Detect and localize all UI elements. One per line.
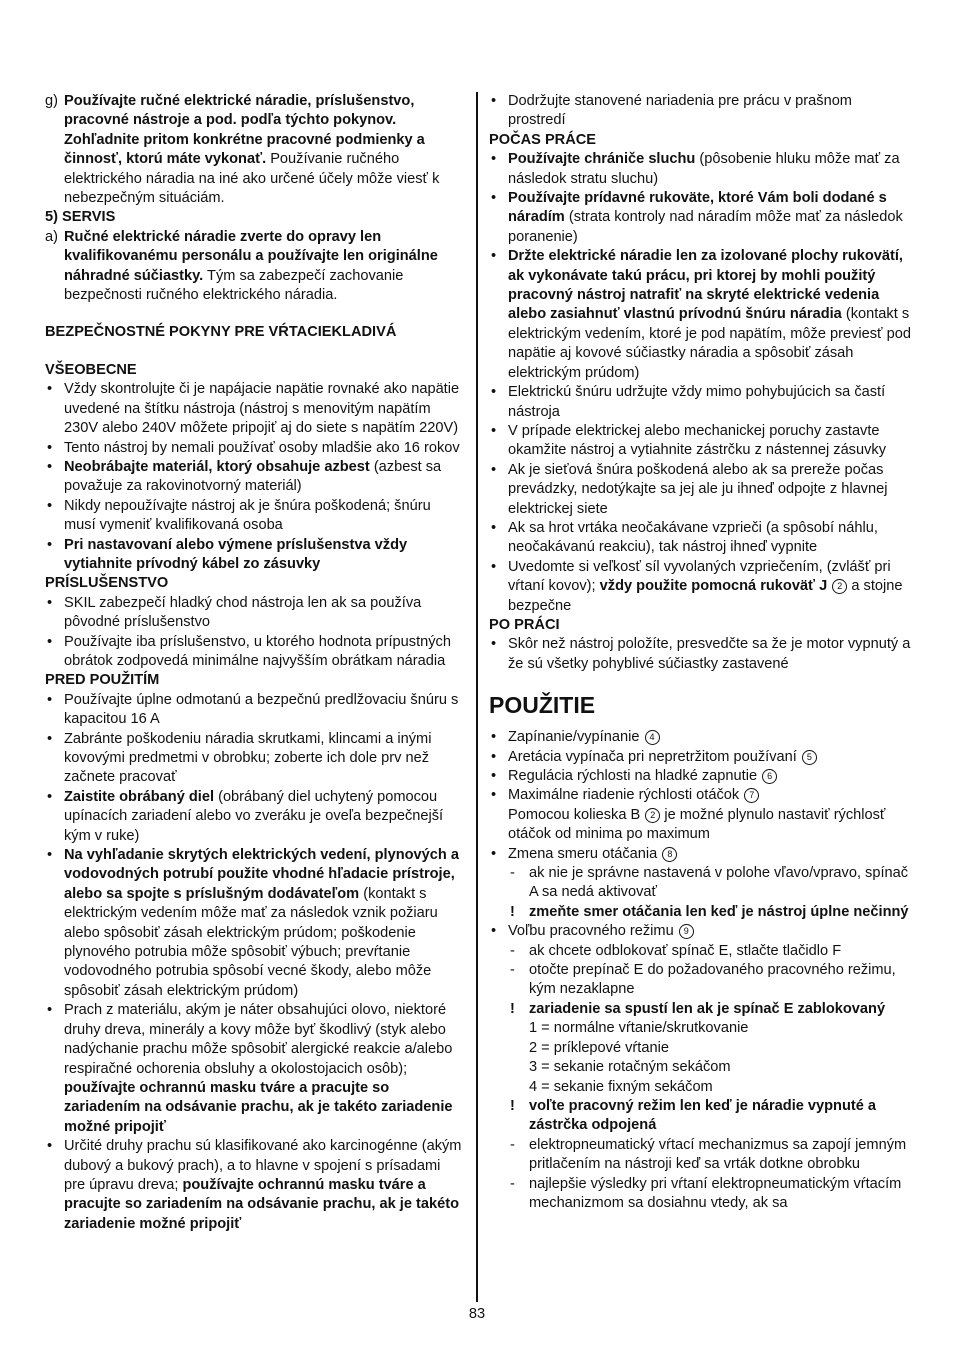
page-number: 83 [468,1306,486,1322]
list-item: • Používajte chrániče sluchu (pôsobenie hluku môže mať za následok stratu sluchu) [489,150,911,189]
mode-item: 1 = normálne vŕtanie/skrutkovanie [529,1020,749,1037]
list-item: • V prípade elektrickej alebo mechanickej poruchy zastavte okamžite nástroj a vytiahnite zástrčku z nástennej zásuvky [489,422,911,461]
dash-item: - elektropneumatický vŕtací mechanizmus sa zapojí jemným pritlačením na nástroji keď sa vrták dotkne obrobku [489,1136,911,1175]
dash-item: - najlepšie výsledky pri vŕtaní elektropneumatickým vŕtacím mechanizmom sa dosiahnu vtedy, ak sa [489,1175,911,1214]
during-work-heading: POČAS PRÁCE [489,131,597,148]
list-item: • SKIL zabezpečí hladký chod nástroja len ak sa používa pôvodné príslušenstvo [45,594,465,633]
list-item: • Zmena smeru otáčania 8 [489,845,911,864]
warning-item: ! zariadenie sa spustí len ak je spínač E zablokovaný [489,1000,911,1019]
list-item: • Zabránte poškodeniu náradia skrutkami, klincami a inými kovovými predmetmi v obrobku; zoberte ich dole prv než začnete pracovať [45,730,465,788]
list-item: • Pri nastavovaní alebo výmene príslušenstva vždy vytiahnite prívodný kábel zo zásuvky [45,536,465,575]
list-item: • Regulácia rýchlosti na hladké zapnutie 6 [489,767,911,786]
list-item: • Maximálne riadenie rýchlosti otáčok 7 Pomocou kolieska B 2 je možné plynulo nastaviť rýchlosť otáčok od minima po maximum [489,786,911,844]
list-item: • Používajte prídavné rukoväte, ktoré Vám boli dodané s náradím (strata kontroly nad náradím môže mať za následok poranenie) [489,189,911,247]
list-item: • Tento nástroj by nemali používať osoby mladšie ako 16 rokov [45,439,465,458]
dash-item: - ak nie je správne nastavená v polohe vľavo/vpravo, spínač A sa nedá aktivovať [489,864,911,903]
figure-ref-badge: 9 [679,924,694,939]
instruction-a: a) Ručné elektrické náradie zverte do opravy len kvalifikovanému personálu a používajte len originálne náhradné súčiastky. Tým sa zabezpečí zachovanie bezpečnosti ručného elektrického náradia. [45,228,438,304]
list-item: • Držte elektrické náradie len za izolované plochy rukovätí, ak vykonávate takú prácu, pri ktorej by mohli použitý pracovný nástroj natrafiť na skryté elektrické vedenia alebo zasiahnuť vlastnú prívodnú šnúru náradia (kontakt s elektrickým vedením, ktoré je pod napätím, môže previesť pod napätie aj kovové súčiastky náradia a spôsobiť zásah elektrickým prúdom) [489,247,911,383]
figure-ref-badge: 7 [744,788,759,803]
dash-item: - ak chcete odblokovať spínač E, stlačte tlačidlo F [489,942,911,961]
list-item: • Aretácia vypínača pri nepretržitom používaní 5 [489,748,911,767]
list-item: • Elektrickú šnúru udržujte vždy mimo pohybujúcich sa častí nástroja [489,383,911,422]
list-item: • Vždy skontrolujte či je napájacie napätie rovnaké ako napätie uvedené na štítku nástroja (nástroj s menovitým napätím 230V alebo 240V môžete pripojiť aj do siete s napätím 220V) [45,380,465,438]
safety-heading: BEZPEČNOSTNÉ POKYNY PRE VŔTACIEKLADIVÁ [45,324,397,341]
list-item: • Skôr než nástroj položíte, presvedčte sa že je motor vypnutý a že sú všetky pohyblivé súčiastky zastavené [489,635,911,674]
warning-item: ! voľte pracovný režim len keď je náradie vypnuté a zástrčka odpojená [489,1097,911,1136]
instruction-g: g) Používajte ručné elektrické náradie, príslušenstvo, pracovné nástroje a pod. podľa týchto pokynov. Zohľadnite pritom konkrétne pracovné podmienky a činnosť, ktorú máte vykonať. Používanie ručného elektrického náradia na iné ako určené účely môže viesť k nebezpečným situáciám. [45,93,440,207]
list-item: • Ak je sieťová šnúra poškodená alebo ak sa prereže počas prevádzky, nedotýkajte sa jej ale ju ihneď odpojte z hlavnej elektrickej siete [489,461,911,519]
figure-ref-badge: 5 [802,750,817,765]
left-column [45,92,465,1234]
general-heading: VŠEOBECNE [45,361,137,378]
figure-ref-badge: 4 [645,730,660,745]
servis-heading: 5) SERVIS [45,209,116,226]
column-divider [476,92,478,1302]
list-item: • Zapínanie/vypínanie 4 [489,728,911,747]
list-item: • Používajte úplne odmotanú a bezpečnú predlžovaciu šnúru s kapacitou 16 A [45,691,465,730]
mode-item: 2 = príklepové vŕtanie [529,1039,669,1056]
usage-heading: POUŽITIE [489,692,596,719]
list-item: • Voľbu pracovného režimu 9 [489,922,911,941]
mode-item: 4 = sekanie fixným sekáčom [529,1078,713,1095]
list-item: • Používajte iba príslušenstvo, u ktorého hodnota prípustných obrátok zodpovedá minimálne najvyšším obrátkam náradia [45,633,465,672]
before-use-heading: PRED POUŽITÍM [45,672,160,689]
right-column [489,92,911,1213]
figure-ref-badge: 2 [645,808,660,823]
list-item: • Zaistite obrábaný diel (obrábaný diel uchytený pomocou upínacích zariadení alebo vo zveráku je oveľa bezpečnejší kým v ruke) [45,788,465,846]
warning-item: ! zmeňte smer otáčania len keď je nástroj úplne nečinný [489,903,911,922]
list-item: • Ak sa hrot vrtáka neočakávane vzprieči (a spôsobí náhlu, neočakávanú reakciu), tak nástroj ihneď vypnite [489,519,911,558]
list-item: • Určité druhy prachu sú klasifikované ako karcinogénne (akým dubový a bukový prach), a to hlavne v spojení s prísadami pre úpravu dreva; používajte ochrannú masku tváre a pracujte so zariadením na odsávanie prachu, ak je takéto zariadenie možné pripojiť [45,1137,465,1234]
figure-ref-badge: 2 [832,579,847,594]
list-item: • Prach z materiálu, akým je náter obsahujúci olovo, niektoré druhy dreva, minerály a kovy môže byť škodlivý (styk alebo nadýchanie prachu môže spôsobiť alergické reakcie a/alebo respiračné ochorenia obsluhy a okolostojacich osôb); používajte ochrannú masku tváre a pracujte so zariadením na odsávanie prachu, ak je takéto zariadenie možné pripojiť [45,1001,465,1137]
dash-item: - otočte prepínač E do požadovaného pracovného režimu, kým nezaklapne [489,961,911,1000]
list-item: • Neobrábajte materiál, ktorý obsahuje azbest (azbest sa považuje za rakovinotvorný materiál) [45,458,465,497]
after-work-heading: PO PRÁCI [489,616,560,633]
mode-item: 3 = sekanie rotačným sekáčom [529,1059,731,1076]
list-item: • Uvedomte si veľkosť síl vyvolaných vzpriečením, (zvlášť pri vŕtaní kovov); vždy použite pomocná rukoväť J 2 a stojne bezpečne [489,558,911,616]
list-item: • Na vyhľadanie skrytých elektrických vedení, plynových a vodovodných potrubí použite vhodné hľadacie prístroje, alebo sa spojte s príslušným dodávateľom (kontakt s elektrickým vedením môže mať za následok vznik požiaru alebo spôsobiť zásah elektrickým prúdom; poškodenie plynového potrubia môže spôsobiť výbuch; prevŕtanie vodovodného potrubia spôsobí vecné škody, alebo môže spôsobiť zásah elektrickým prúdom) [45,846,465,1001]
figure-ref-badge: 6 [762,769,777,784]
accessories-heading: PRÍSLUŠENSTVO [45,575,169,592]
list-item: • Nikdy nepoužívajte nástroj ak je šnúra poškodená; šnúru musí vymeniť kvalifikovaná osoba [45,497,465,536]
list-item: • Dodržujte stanovené nariadenia pre prácu v prašnom prostredí [489,92,911,131]
figure-ref-badge: 8 [662,847,677,862]
